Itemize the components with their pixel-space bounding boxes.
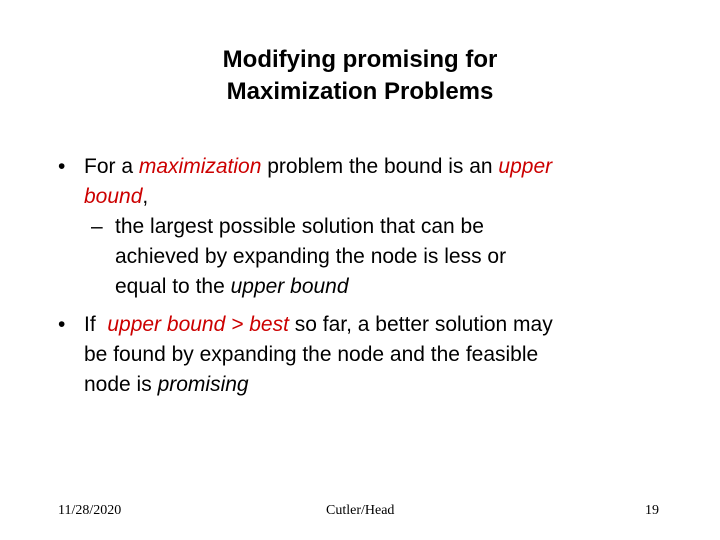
sub-bullet-text-a: equal to the — [115, 275, 231, 298]
bullet-1-text-a: For a — [84, 155, 139, 178]
sub-bullet-term-upper-bound: upper bound — [230, 275, 349, 298]
bullet-2-text-c: so far, a better solution may — [288, 313, 553, 336]
bullet-2-line-1 — [84, 310, 553, 340]
bullet-2-term-promising: promising — [157, 373, 249, 396]
sub-bullet-line-2: achieved by expanding the node is less or — [115, 245, 507, 268]
bullet-2-text-a: If — [84, 313, 108, 336]
bullet-2-text-line3-a: node is — [84, 373, 158, 396]
slide-title — [150, 44, 570, 108]
title-line-2: Maximization Problems — [226, 78, 494, 105]
footer-author: Cutler/Head — [326, 503, 395, 518]
bullet-2-line-3 — [84, 370, 249, 400]
bullet-1-line-2 — [84, 182, 148, 212]
footer-page-number: 19 — [645, 503, 659, 518]
bullet-1-term-maximization: maximization — [138, 155, 262, 178]
footer-date: 11/28/2020 — [58, 503, 122, 518]
bullet-2-term-upper-bound-best: upper bound > best — [107, 313, 289, 336]
bullet-1-text-f: , — [142, 185, 149, 208]
sub-bullet-marker: – — [91, 215, 103, 238]
bullet-1-term-bound: bound — [84, 185, 143, 208]
title-line-1: Modifying promising for — [222, 46, 498, 73]
bullet-2-line-2: be found by expanding the node and the feasible — [84, 343, 539, 366]
bullet-1-line-1 — [84, 152, 552, 182]
bullet-1-term-upper: upper — [498, 155, 553, 178]
bullet-1-marker: • — [58, 155, 66, 178]
sub-bullet-line-3 — [115, 272, 349, 302]
sub-bullet-line-1: the largest possible solution that can be — [115, 215, 484, 238]
bullet-2-marker: • — [58, 313, 66, 336]
bullet-1-text-c: problem the bound is an — [261, 155, 499, 178]
